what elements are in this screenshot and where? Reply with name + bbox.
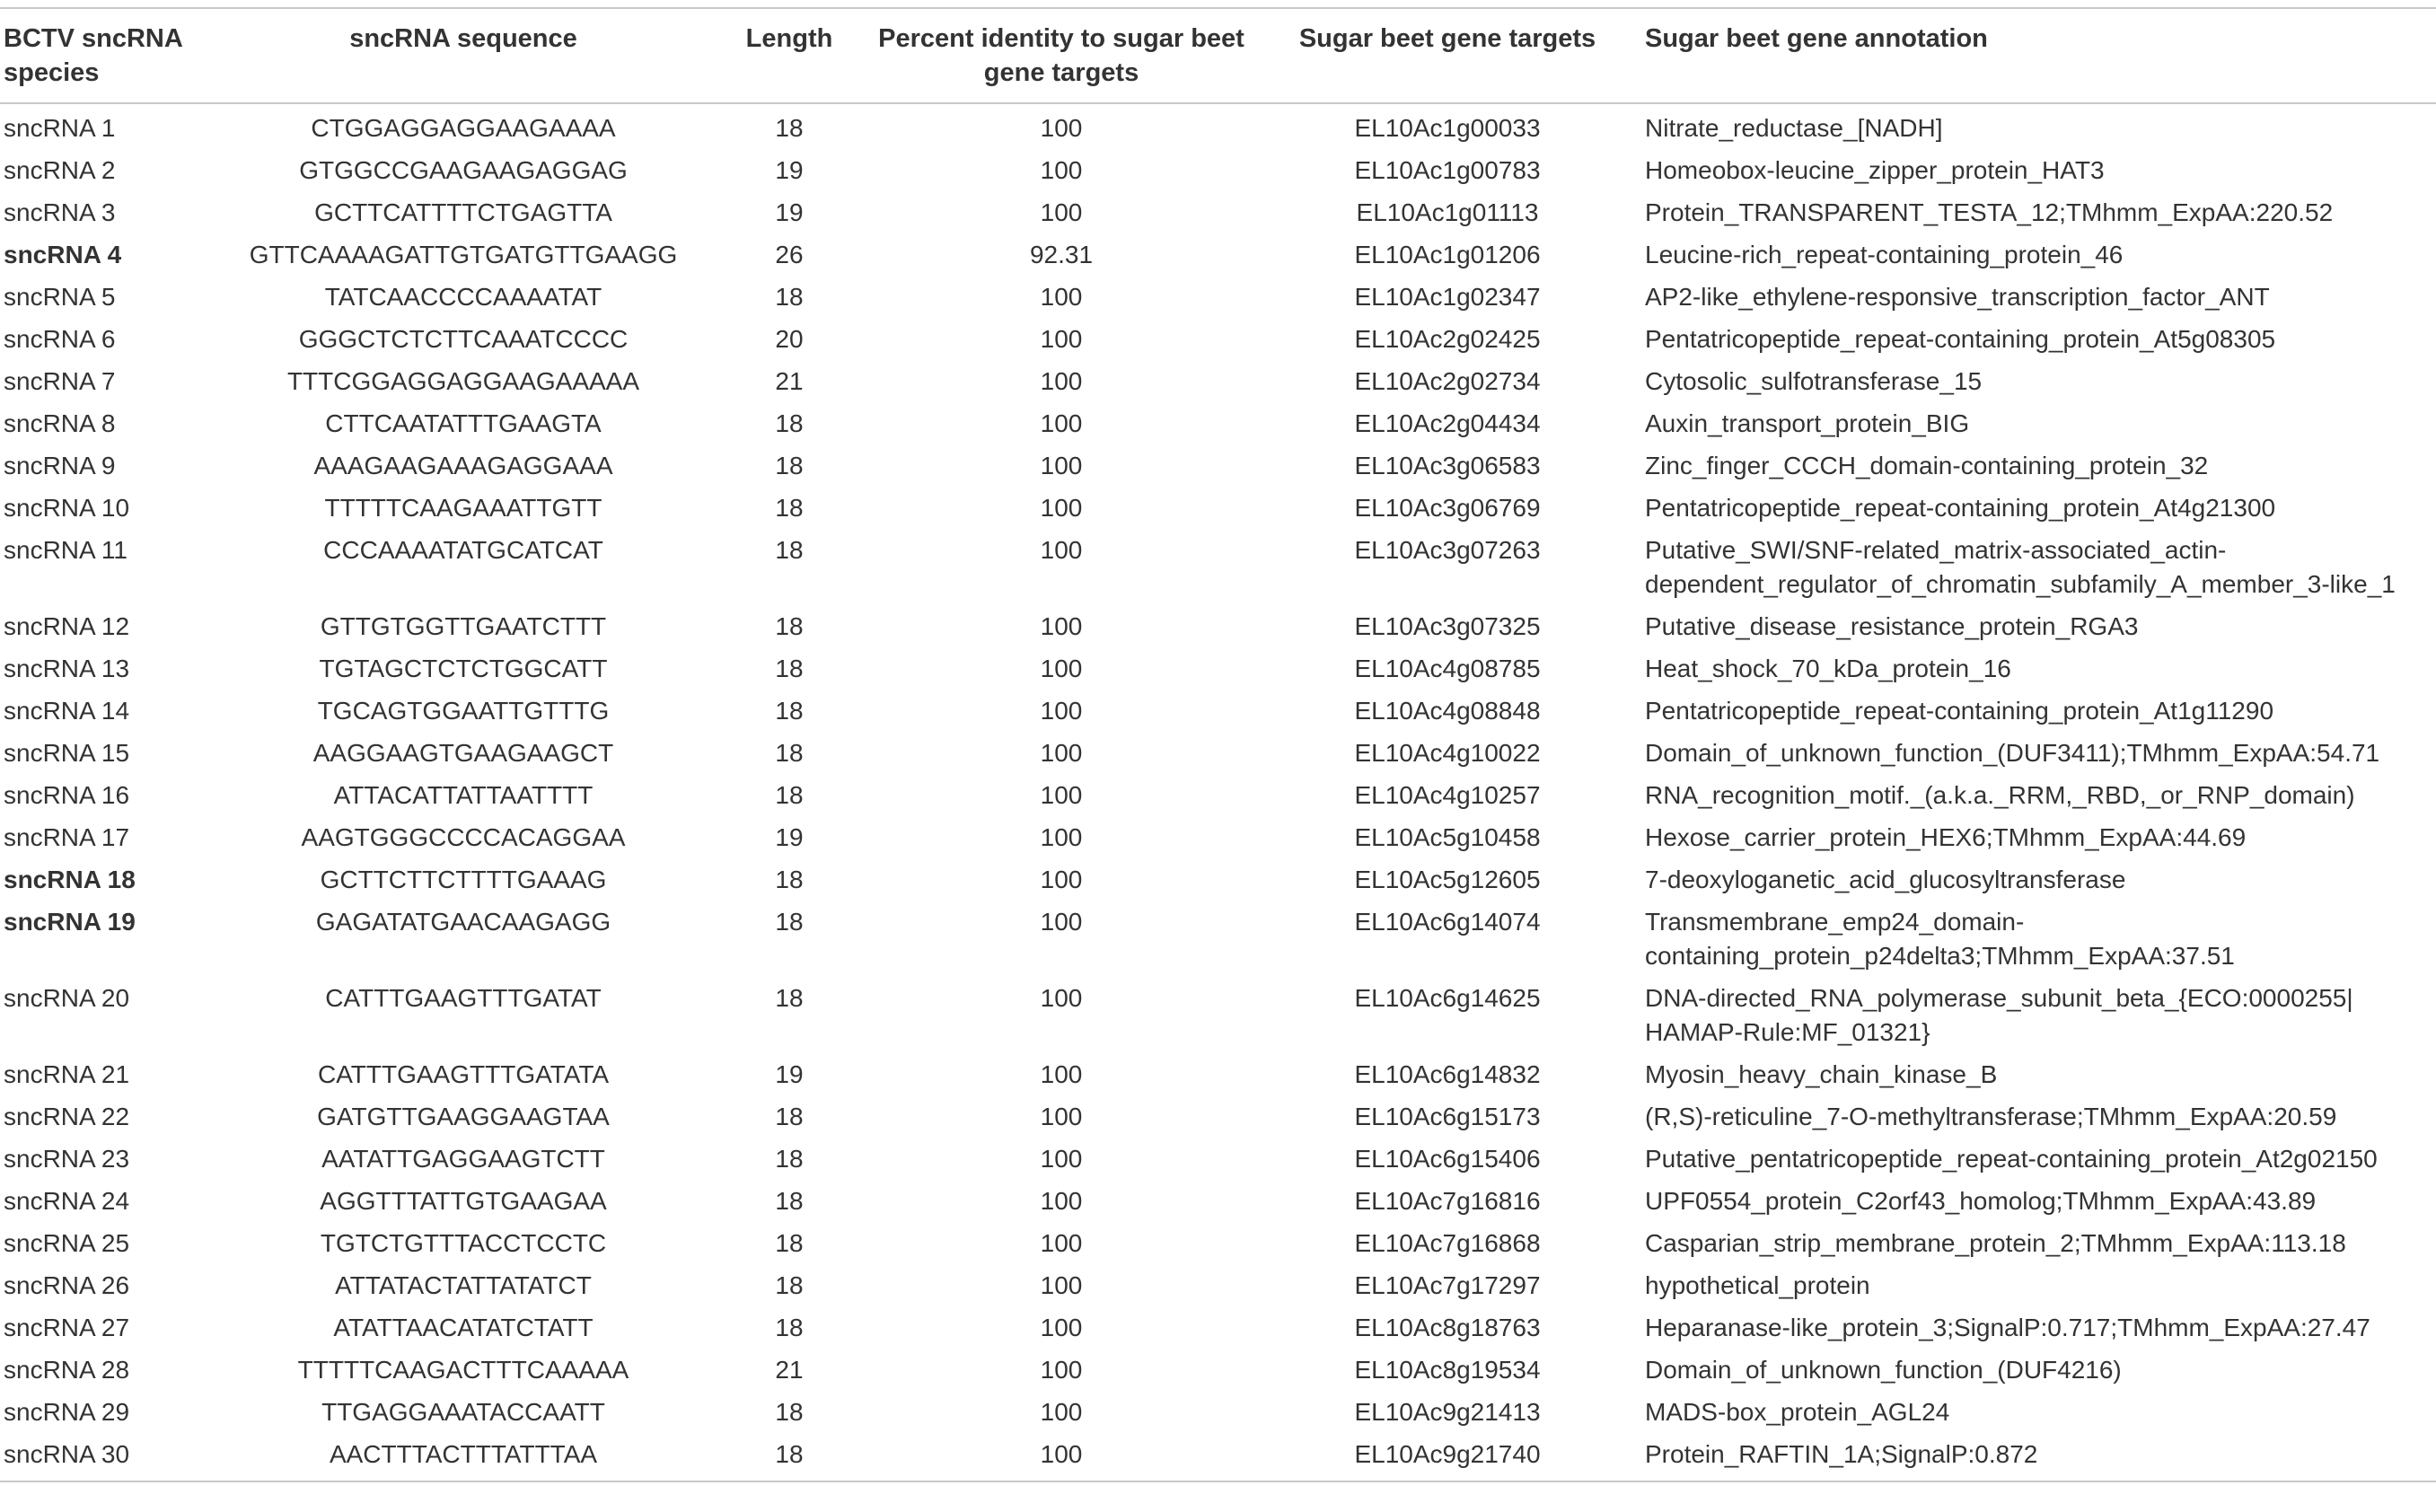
cell-identity: 100 bbox=[1040, 283, 1083, 311]
cell-annotation: Myosin_heavy_chain_kinase_B bbox=[1645, 1060, 1998, 1088]
table-row bbox=[0, 1135, 2436, 1177]
cell-target: EL10Ac7g16868 bbox=[1354, 1229, 1541, 1257]
table-header bbox=[0, 8, 2436, 103]
cell-identity: 100 bbox=[1040, 1271, 1083, 1299]
table-body bbox=[0, 103, 2436, 1481]
cell-length: 18 bbox=[775, 984, 804, 1012]
cell-target: EL10Ac4g10022 bbox=[1354, 739, 1541, 767]
cell-species: sncRNA 12 bbox=[4, 612, 130, 640]
table-row bbox=[0, 898, 2436, 974]
table-row bbox=[0, 357, 2436, 400]
cell-sequence: TGTCTGTTTACCTCCTC bbox=[320, 1229, 607, 1257]
cell-length: 18 bbox=[775, 1440, 804, 1468]
cell-target: EL10Ac6g14832 bbox=[1354, 1060, 1541, 1088]
cell-identity: 100 bbox=[1040, 494, 1083, 522]
cell-identity: 100 bbox=[1040, 1398, 1083, 1426]
cell-species: sncRNA 23 bbox=[4, 1145, 130, 1173]
cell-identity: 100 bbox=[1040, 325, 1083, 353]
table-row bbox=[0, 1219, 2436, 1261]
cell-length: 20 bbox=[775, 325, 804, 353]
cell-target: EL10Ac9g21413 bbox=[1354, 1398, 1541, 1426]
table-row bbox=[0, 1304, 2436, 1346]
cell-species: sncRNA 19 bbox=[4, 908, 136, 936]
cell-target: EL10Ac3g07325 bbox=[1354, 612, 1541, 640]
header-targets: Sugar beet gene targets bbox=[1298, 24, 1596, 53]
cell-sequence: CATTTGAAGTTTGATATA bbox=[317, 1060, 610, 1088]
header-row bbox=[0, 8, 2436, 103]
cell-species: sncRNA 3 bbox=[4, 198, 116, 226]
cell-identity: 100 bbox=[1040, 984, 1083, 1012]
table-row bbox=[0, 974, 2436, 1050]
cell-sequence: ATTATACTATTATATCT bbox=[335, 1271, 592, 1299]
cell-annotation: Heparanase-like_protein_3;SignalP:0.717;TMhmm_ExpAA:27.47 bbox=[1645, 1314, 2370, 1341]
cell-annotation: Cytosolic_sulfotransferase_15 bbox=[1645, 367, 1983, 395]
cell-length: 18 bbox=[775, 494, 804, 522]
cell-target: EL10Ac2g02734 bbox=[1354, 367, 1541, 395]
cell-sequence: TATCAACCCCAAAATAT bbox=[324, 283, 602, 311]
cell-sequence: AAGTGGGCCCCACAGGAA bbox=[301, 823, 626, 851]
cell-annotation: Casparian_strip_membrane_protein_2;TMhmm_ExpAA:113.18 bbox=[1645, 1229, 2346, 1257]
cell-target: EL10Ac4g08848 bbox=[1354, 697, 1541, 725]
cell-species: sncRNA 2 bbox=[4, 156, 116, 184]
cell-length: 18 bbox=[775, 409, 804, 437]
cell-identity: 100 bbox=[1040, 1440, 1083, 1468]
cell-sequence: CCCAAAATATGCATCAT bbox=[323, 536, 603, 564]
cell-sequence: ATTACATTATTAATTTT bbox=[333, 781, 594, 809]
table-row bbox=[0, 189, 2436, 231]
cell-identity: 100 bbox=[1040, 866, 1083, 893]
cell-length: 19 bbox=[775, 823, 804, 851]
cell-target: EL10Ac1g01206 bbox=[1354, 241, 1541, 268]
table-row bbox=[0, 687, 2436, 729]
table-row bbox=[0, 273, 2436, 315]
cell-identity: 100 bbox=[1040, 823, 1083, 851]
cell-annotation: Homeobox-leucine_zipper_protein_HAT3 bbox=[1645, 156, 2105, 184]
cell-target: EL10Ac3g06583 bbox=[1354, 452, 1541, 479]
cell-species: sncRNA 11 bbox=[4, 536, 128, 564]
cell-sequence: TTTTTCAAGACTTTCAAAAA bbox=[297, 1356, 629, 1384]
cell-target: EL10Ac2g02425 bbox=[1354, 325, 1541, 353]
table-row bbox=[0, 1093, 2436, 1135]
cell-annotation: Putative_pentatricopeptide_repeat-containing_protein_At2g02150 bbox=[1645, 1145, 2378, 1173]
cell-length: 18 bbox=[775, 1271, 804, 1299]
sncrna-table-container bbox=[0, 7, 2436, 1482]
cell-length: 18 bbox=[775, 283, 804, 311]
cell-annotation: Leucine-rich_repeat-containing_protein_46 bbox=[1645, 241, 2124, 268]
cell-length: 18 bbox=[775, 1103, 804, 1130]
cell-identity: 100 bbox=[1040, 697, 1083, 725]
cell-annotation: (R,S)-reticuline_7-O-methyltransferase;TMhmm_ExpAA:20.59 bbox=[1645, 1103, 2337, 1130]
cell-annotation: DNA-directed_RNA_polymerase_subunit_beta_{ECO:0000255| HAMAP-Rule:MF_01321} bbox=[1645, 984, 2353, 1046]
table-row bbox=[0, 442, 2436, 484]
cell-annotation: Putative_SWI/SNF-related_matrix-associated_actin-dependent_regulator_of_chromatin_subfamily_A_member_3-like_1 bbox=[1645, 536, 2396, 598]
cell-target: EL10Ac3g07263 bbox=[1354, 536, 1541, 564]
cell-species: sncRNA 4 bbox=[4, 241, 122, 268]
cell-species: sncRNA 27 bbox=[4, 1314, 130, 1341]
cell-identity: 100 bbox=[1040, 156, 1083, 184]
table-row bbox=[0, 103, 2436, 146]
table-row bbox=[0, 526, 2436, 602]
cell-length: 18 bbox=[775, 536, 804, 564]
cell-sequence: GCTTCTTCTTTTGAAAG bbox=[320, 866, 607, 893]
cell-sequence: ATATTAACATATCTATT bbox=[333, 1314, 594, 1341]
cell-sequence: GCTTCATTTTCTGAGTTA bbox=[314, 198, 612, 226]
cell-target: EL10Ac1g01113 bbox=[1356, 198, 1539, 226]
cell-species: sncRNA 9 bbox=[4, 452, 116, 479]
cell-species: sncRNA 13 bbox=[4, 655, 130, 682]
cell-sequence: TTGAGGAAATACCAATT bbox=[321, 1398, 605, 1426]
cell-length: 18 bbox=[775, 114, 804, 142]
cell-identity: 100 bbox=[1040, 536, 1083, 564]
cell-sequence: CATTTGAAGTTTGATAT bbox=[325, 984, 602, 1012]
cell-annotation: Pentatricopeptide_repeat-containing_protein_At5g08305 bbox=[1645, 325, 2276, 353]
cell-species: sncRNA 20 bbox=[4, 984, 130, 1012]
cell-length: 18 bbox=[775, 1398, 804, 1426]
table-row bbox=[0, 315, 2436, 357]
cell-sequence: GGGCTCTCTTCAAATCCCC bbox=[298, 325, 629, 353]
cell-sequence: TTTTTCAAGAAATTGTT bbox=[324, 494, 602, 522]
cell-species: sncRNA 15 bbox=[4, 739, 130, 767]
cell-sequence: AATATTGAGGAAGTCTT bbox=[321, 1145, 605, 1173]
cell-species: sncRNA 25 bbox=[4, 1229, 130, 1257]
cell-sequence: TGCAGTGGAATTGTTTG bbox=[317, 697, 610, 725]
cell-identity: 100 bbox=[1040, 367, 1083, 395]
cell-length: 18 bbox=[775, 452, 804, 479]
cell-annotation: Nitrate_reductase_[NADH] bbox=[1645, 114, 1943, 142]
cell-length: 18 bbox=[775, 697, 804, 725]
cell-target: EL10Ac3g06769 bbox=[1354, 494, 1541, 522]
table-row bbox=[0, 1346, 2436, 1388]
cell-species: sncRNA 1 bbox=[4, 114, 116, 142]
table-row bbox=[0, 1177, 2436, 1219]
cell-identity: 92.31 bbox=[1029, 241, 1094, 268]
cell-target: EL10Ac7g16816 bbox=[1354, 1187, 1541, 1215]
cell-annotation: Putative_disease_resistance_protein_RGA3 bbox=[1645, 612, 2139, 640]
table-row bbox=[0, 1261, 2436, 1304]
cell-annotation: Transmembrane_emp24_domain-containing_protein_p24delta3;TMhmm_ExpAA:37.51 bbox=[1645, 908, 2235, 970]
header-annotation: Sugar beet gene annotation bbox=[1645, 24, 1988, 53]
cell-annotation: Protein_RAFTIN_1A;SignalP:0.872 bbox=[1645, 1440, 2038, 1468]
cell-identity: 100 bbox=[1040, 739, 1083, 767]
cell-annotation: Pentatricopeptide_repeat-containing_protein_At1g11290 bbox=[1645, 697, 2274, 725]
cell-species: sncRNA 18 bbox=[4, 866, 136, 893]
cell-length: 18 bbox=[775, 781, 804, 809]
cell-length: 18 bbox=[775, 1145, 804, 1173]
table-row bbox=[0, 1430, 2436, 1481]
cell-annotation: Domain_of_unknown_function_(DUF3411);TMhmm_ExpAA:54.71 bbox=[1645, 739, 2380, 767]
cell-annotation: Hexose_carrier_protein_HEX6;TMhmm_ExpAA:44.69 bbox=[1645, 823, 2247, 851]
table-row bbox=[0, 729, 2436, 771]
table-row bbox=[0, 231, 2436, 273]
cell-identity: 100 bbox=[1040, 655, 1083, 682]
cell-species: sncRNA 6 bbox=[4, 325, 116, 353]
cell-target: EL10Ac4g10257 bbox=[1354, 781, 1541, 809]
cell-identity: 100 bbox=[1040, 1060, 1083, 1088]
cell-annotation: MADS-box_protein_AGL24 bbox=[1645, 1398, 1950, 1426]
header-species: BCTV sncRNA species bbox=[4, 24, 182, 87]
table-row bbox=[0, 484, 2436, 526]
header-identity: Percent identity to sugar beet gene targets bbox=[878, 24, 1244, 87]
cell-length: 21 bbox=[775, 1356, 804, 1384]
cell-species: sncRNA 17 bbox=[4, 823, 130, 851]
cell-target: EL10Ac6g14625 bbox=[1354, 984, 1541, 1012]
cell-annotation: AP2-like_ethylene-responsive_transcription_factor_ANT bbox=[1645, 283, 2270, 311]
cell-identity: 100 bbox=[1040, 1145, 1083, 1173]
table-row bbox=[0, 645, 2436, 687]
cell-target: EL10Ac6g15173 bbox=[1354, 1103, 1541, 1130]
cell-annotation: RNA_recognition_motif._(a.k.a._RRM,_RBD,_or_RNP_domain) bbox=[1645, 781, 2355, 809]
cell-target: EL10Ac8g18763 bbox=[1354, 1314, 1541, 1341]
cell-identity: 100 bbox=[1040, 1356, 1083, 1384]
cell-target: EL10Ac8g19534 bbox=[1354, 1356, 1541, 1384]
cell-length: 21 bbox=[775, 367, 804, 395]
table-row bbox=[0, 771, 2436, 813]
cell-species: sncRNA 5 bbox=[4, 283, 116, 311]
cell-identity: 100 bbox=[1040, 1314, 1083, 1341]
cell-species: sncRNA 29 bbox=[4, 1398, 130, 1426]
cell-sequence: CTGGAGGAGGAAGAAAA bbox=[311, 114, 616, 142]
cell-target: EL10Ac2g04434 bbox=[1354, 409, 1541, 437]
cell-target: EL10Ac9g21740 bbox=[1354, 1440, 1541, 1468]
cell-identity: 100 bbox=[1040, 1229, 1083, 1257]
cell-species: sncRNA 10 bbox=[4, 494, 130, 522]
cell-length: 19 bbox=[775, 198, 804, 226]
cell-identity: 100 bbox=[1040, 114, 1083, 142]
cell-annotation: Auxin_transport_protein_BIG bbox=[1645, 409, 1970, 437]
table-row bbox=[0, 813, 2436, 856]
cell-identity: 100 bbox=[1040, 409, 1083, 437]
cell-length: 18 bbox=[775, 1314, 804, 1341]
cell-annotation: UPF0554_protein_C2orf43_homolog;TMhmm_ExpAA:43.89 bbox=[1645, 1187, 2317, 1215]
cell-species: sncRNA 14 bbox=[4, 697, 130, 725]
cell-sequence: AAGGAAGTGAAGAAGCT bbox=[312, 739, 614, 767]
cell-annotation: 7-deoxyloganetic_acid_glucosyltransferase bbox=[1645, 866, 2126, 893]
cell-target: EL10Ac5g12605 bbox=[1354, 866, 1541, 893]
cell-length: 19 bbox=[775, 1060, 804, 1088]
table-row bbox=[0, 856, 2436, 898]
cell-target: EL10Ac7g17297 bbox=[1354, 1271, 1541, 1299]
cell-species: sncRNA 28 bbox=[4, 1356, 130, 1384]
table-row bbox=[0, 1388, 2436, 1430]
cell-sequence: TGTAGCTCTCTGGCATT bbox=[319, 655, 608, 682]
cell-annotation: Zinc_finger_CCCH_domain-containing_protein_32 bbox=[1645, 452, 2209, 479]
cell-length: 18 bbox=[775, 1229, 804, 1257]
cell-identity: 100 bbox=[1040, 198, 1083, 226]
table-row bbox=[0, 146, 2436, 189]
cell-species: sncRNA 22 bbox=[4, 1103, 130, 1130]
cell-sequence: GTTGTGGTTGAATCTTT bbox=[320, 612, 607, 640]
cell-length: 18 bbox=[775, 1187, 804, 1215]
cell-sequence: GTTCAAAAGATTGTGATGTTGAAGG bbox=[249, 241, 678, 268]
cell-identity: 100 bbox=[1040, 908, 1083, 936]
cell-length: 18 bbox=[775, 908, 804, 936]
cell-length: 18 bbox=[775, 655, 804, 682]
cell-length: 18 bbox=[775, 739, 804, 767]
cell-species: sncRNA 24 bbox=[4, 1187, 130, 1215]
header-sequence: sncRNA sequence bbox=[349, 24, 577, 53]
cell-annotation: Domain_of_unknown_function_(DUF4216) bbox=[1645, 1356, 2122, 1384]
cell-annotation: Heat_shock_70_kDa_protein_16 bbox=[1645, 655, 2011, 682]
cell-species: sncRNA 7 bbox=[4, 367, 116, 395]
cell-species: sncRNA 30 bbox=[4, 1440, 130, 1468]
cell-sequence: AGGTTTATTGTGAAGAA bbox=[320, 1187, 607, 1215]
cell-identity: 100 bbox=[1040, 452, 1083, 479]
cell-sequence: TTTCGGAGGAGGAAGAAAAA bbox=[286, 367, 640, 395]
cell-annotation: Pentatricopeptide_repeat-containing_protein_At4g21300 bbox=[1645, 494, 2276, 522]
cell-sequence: CTTCAATATTTGAAGTA bbox=[325, 409, 602, 437]
table-row bbox=[0, 602, 2436, 645]
cell-sequence: AAAGAAGAAAGAGGAAA bbox=[313, 452, 613, 479]
cell-length: 18 bbox=[775, 866, 804, 893]
header-length: Length bbox=[745, 24, 833, 53]
sncrna-targets-table bbox=[0, 7, 2436, 1482]
cell-target: EL10Ac4g08785 bbox=[1354, 655, 1541, 682]
cell-species: sncRNA 16 bbox=[4, 781, 130, 809]
cell-identity: 100 bbox=[1040, 1187, 1083, 1215]
cell-target: EL10Ac5g10458 bbox=[1354, 823, 1541, 851]
cell-target: EL10Ac1g00783 bbox=[1354, 156, 1541, 184]
cell-target: EL10Ac1g00033 bbox=[1354, 114, 1541, 142]
cell-identity: 100 bbox=[1040, 781, 1083, 809]
cell-annotation: Protein_TRANSPARENT_TESTA_12;TMhmm_ExpAA:220.52 bbox=[1645, 198, 2334, 226]
cell-species: sncRNA 21 bbox=[4, 1060, 130, 1088]
cell-target: EL10Ac6g14074 bbox=[1354, 908, 1541, 936]
cell-identity: 100 bbox=[1040, 1103, 1083, 1130]
cell-identity: 100 bbox=[1040, 612, 1083, 640]
cell-species: sncRNA 8 bbox=[4, 409, 116, 437]
cell-length: 18 bbox=[775, 612, 804, 640]
cell-length: 19 bbox=[775, 156, 804, 184]
cell-sequence: GATGTTGAAGGAAGTAA bbox=[317, 1103, 610, 1130]
cell-length: 26 bbox=[775, 241, 804, 268]
cell-annotation: hypothetical_protein bbox=[1645, 1271, 1870, 1299]
table-row bbox=[0, 400, 2436, 442]
table-row bbox=[0, 1050, 2436, 1093]
cell-sequence: GTGGCCGAAGAAGAGGAG bbox=[299, 156, 628, 184]
cell-target: EL10Ac1g02347 bbox=[1354, 283, 1541, 311]
cell-sequence: GAGATATGAACAAGAGG bbox=[315, 908, 611, 936]
cell-species: sncRNA 26 bbox=[4, 1271, 130, 1299]
cell-sequence: AACTTTACTTTATTTAA bbox=[329, 1440, 598, 1468]
cell-target: EL10Ac6g15406 bbox=[1354, 1145, 1541, 1173]
